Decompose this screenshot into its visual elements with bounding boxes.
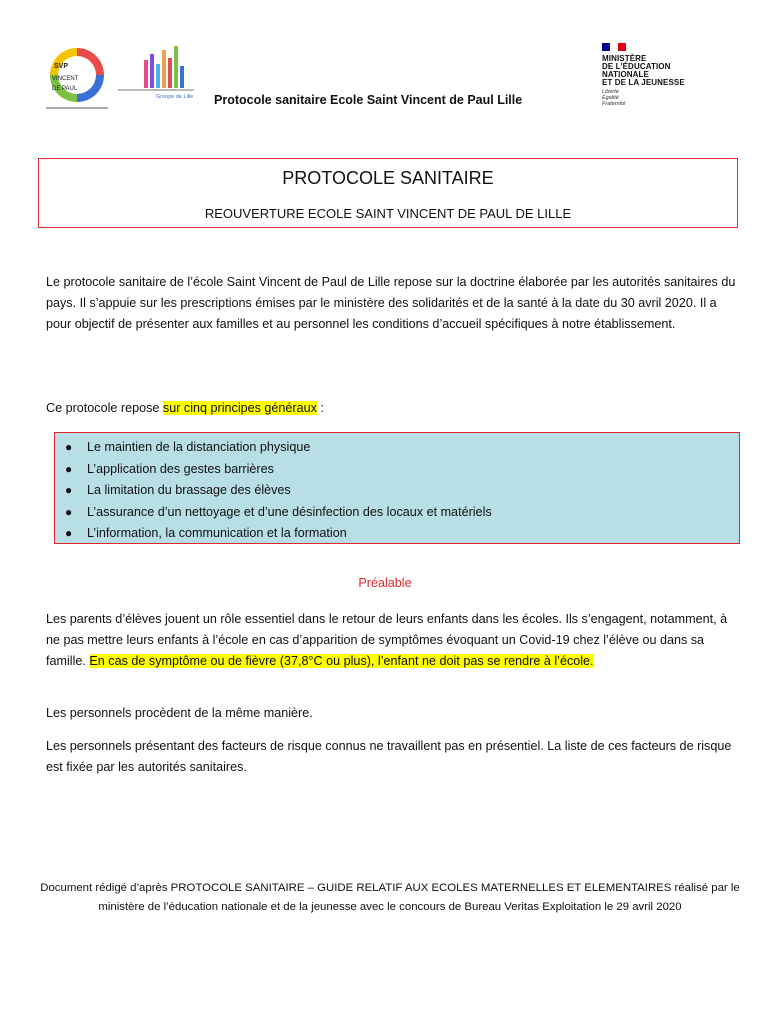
- ministry-line: NATIONALE: [602, 70, 649, 79]
- risk-paragraph: Les personnels présentant des facteurs de risque connus ne travaillent pas en présentiel. La liste de ces facteurs de risque est fixée par les autorités sanitaires.: [46, 739, 732, 774]
- school-logo-line-3: DE PAUL: [52, 86, 78, 92]
- list-item: [55, 437, 739, 459]
- ministry-logo: [602, 43, 712, 107]
- motto-line: Fraternité: [602, 101, 626, 107]
- principles-intro: [46, 398, 736, 419]
- principles-box: [54, 432, 740, 544]
- school-logo-line-1: SVP: [54, 63, 69, 70]
- motto-line: Liberté: [602, 89, 619, 95]
- ministry-line: DE L'ÉDUCATION: [602, 62, 671, 71]
- list-item: [55, 502, 739, 524]
- school-logo: [44, 42, 110, 110]
- ministry-motto: [602, 89, 712, 107]
- principles-intro-end: :: [316, 401, 324, 415]
- document-title: PROTOCOLE SANITAIRE: [282, 168, 494, 188]
- motto-line: Égalité: [602, 95, 619, 101]
- school-logo-line-2: VINCENT: [52, 76, 79, 82]
- intro-paragraph: Le protocole sanitaire de l’école Saint Vincent de Paul de Lille repose sur la doctrine élaborée par les autorités sanitaires du pays. Il s’appuie sur les prescriptions émises par le ministère des solidarités et de la santé à la date du 30 avril 2020. Il a pour objectif de présenter aux familles et au personnel les conditions d’accueil spécifiques à notre établissement.: [46, 275, 736, 331]
- title-box: [38, 158, 738, 228]
- bullet-icon: ●: [65, 504, 73, 519]
- personnels-paragraph: Les personnels procèdent de la même manière.: [46, 706, 313, 720]
- partner-logo: [116, 44, 196, 102]
- list-item: [55, 523, 739, 545]
- bullet-icon: ●: [65, 440, 73, 454]
- principle-text: L’information, la communication et la formation: [87, 526, 347, 540]
- ministry-line: MINISTÈRE: [602, 54, 647, 63]
- bullet-icon: ●: [65, 483, 73, 497]
- parents-text: Les parents d’élèves jouent un rôle essentiel dans le retour de leurs enfants dans les écoles. Ils s’engagent, notamment, à ne pas mettre leurs enfants à l’école en cas d’apparition de symptômes évoquant un Covid-19 chez l’élève ou dans sa famille.: [46, 612, 728, 668]
- footer-note: Document rédigé d’après PROTOCOLE SANITAIRE – GUIDE RELATIF AUX ECOLES MATERNELLES ET ELEMENTAIRES réalisé par le ministère de l’éducation nationale et de la jeunesse avec le concours de Bureau Veritas Exploitation le 29 avril 2020: [40, 882, 740, 913]
- principles-intro-start: Ce protocole repose: [46, 401, 163, 415]
- list-item: [55, 459, 739, 481]
- ministry-line: ET DE LA JEUNESSE: [602, 78, 685, 87]
- parents-paragraph: [46, 609, 736, 672]
- principle-text: L’assurance d’un nettoyage et d’une désinfection des locaux et matériels: [87, 504, 492, 519]
- principle-text: L’application des gestes barrières: [87, 461, 274, 476]
- document-subtitle: REOUVERTURE ECOLE SAINT VINCENT DE PAUL DE LILLE: [204, 206, 572, 221]
- french-flag-icon: [602, 43, 626, 51]
- prealable-heading: Préalable: [358, 576, 412, 590]
- partner-logo-text: Groupe de Lille: [156, 94, 194, 100]
- principle-text: La limitation du brassage des élèves: [87, 483, 291, 497]
- principles-list: [55, 433, 739, 545]
- list-item: [55, 480, 739, 502]
- principles-intro-highlight: sur cinq principes généraux: [162, 401, 317, 415]
- parents-highlight: En cas de symptôme ou de fièvre (37,8°C ou plus), l’enfant ne doit pas se rendre à l’école.: [89, 654, 594, 668]
- bullet-icon: ●: [65, 461, 73, 476]
- header-title: Protocole sanitaire Ecole Saint Vincent de Paul Lille: [214, 93, 523, 107]
- bullet-icon: ●: [65, 526, 73, 540]
- principle-text: Le maintien de la distanciation physique: [87, 440, 311, 454]
